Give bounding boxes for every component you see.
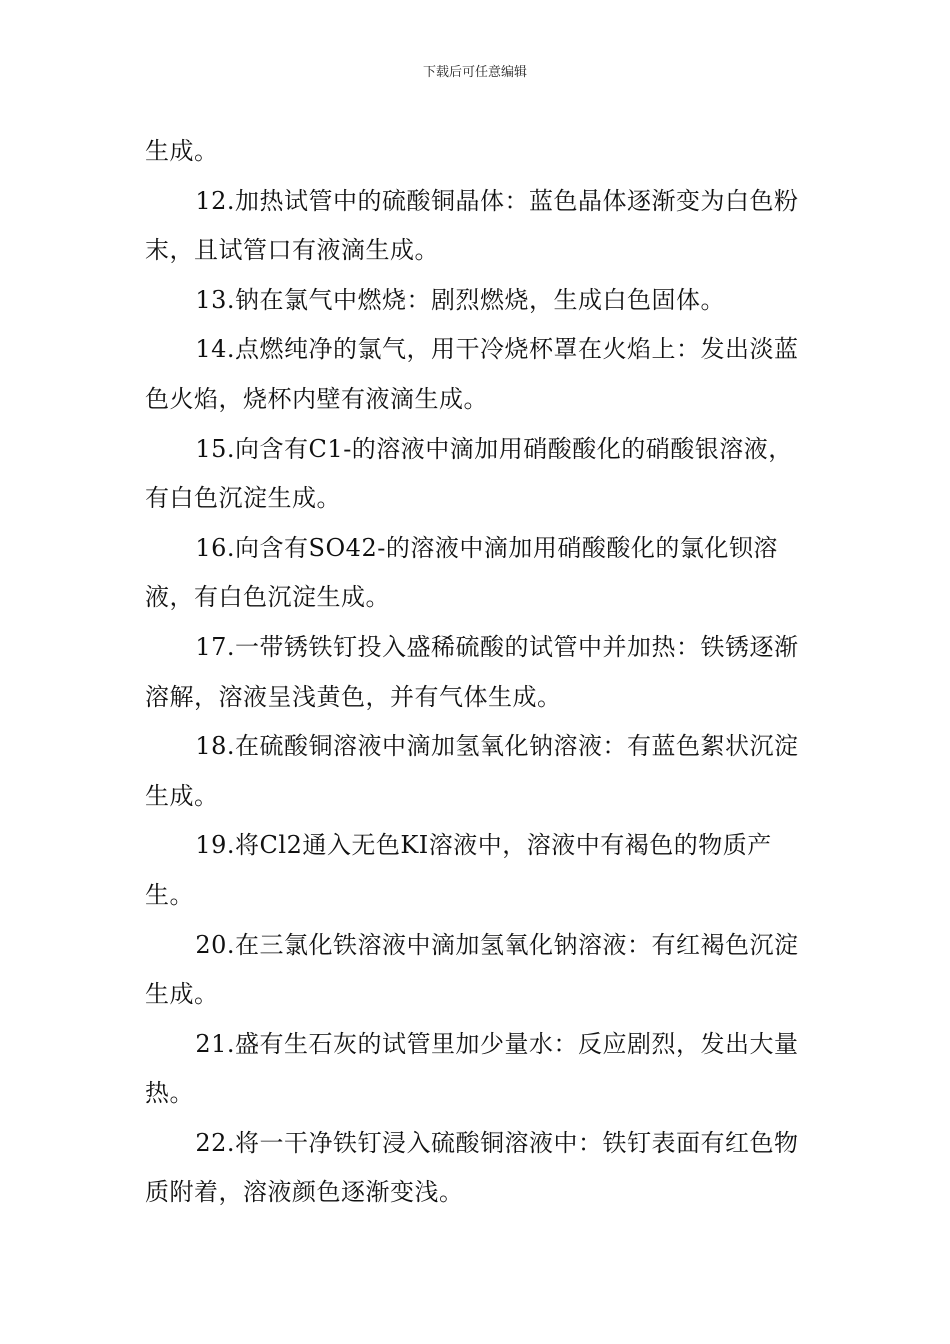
paragraph-item-20: 20.在三氯化铁溶液中滴加氢氧化钠溶液：有红褐色沉淀生成。 <box>145 930 799 1009</box>
paragraph-item-12: 12.加热试管中的硫酸铜晶体：蓝色晶体逐渐变为白色粉末，且试管口有液滴生成。 <box>145 186 799 265</box>
paragraph-item-22: 22.将一干净铁钉浸入硫酸铜溶液中：铁钉表面有红色物质附着，溶液颜色逐渐变浅。 <box>145 1128 799 1207</box>
paragraph-item-15: 15.向含有C1-的溶液中滴加用硝酸酸化的硝酸银溶液，有白色沉淀生成。 <box>145 434 793 513</box>
paragraph-item-13: 13.钠在氯气中燃烧：剧烈燃烧，生成白色固体。 <box>195 285 726 314</box>
paragraph-item-17: 17.一带锈铁钉投入盛稀硫酸的试管中并加热：铁锈逐渐溶解，溶液呈浅黄色，并有气体生成。 <box>145 632 799 711</box>
document-body <box>145 127 810 1218</box>
paragraph-item-18: 18.在硫酸铜溶液中滴加氢氧化钠溶液：有蓝色絮状沉淀生成。 <box>145 732 799 810</box>
paragraph-continuation: 生成。 <box>145 137 219 165</box>
paragraph-item-16: 16.向含有SO42-的溶液中滴加用硝酸酸化的氯化钡溶液，有白色沉淀生成。 <box>145 533 778 612</box>
paragraph-item-14: 14.点燃纯净的氯气，用干冷烧杯罩在火焰上：发出淡蓝色火焰，烧杯内壁有液滴生成。 <box>145 335 799 413</box>
paragraph-item-19: 19.将Cl2通入无色KI溶液中，溶液中有褐色的物质产生。 <box>145 831 772 909</box>
page-header: 下载后可任意编辑 <box>422 65 527 80</box>
paragraph-item-21: 21.盛有生石灰的试管里加少量水：反应剧烈，发出大量热。 <box>145 1029 799 1108</box>
